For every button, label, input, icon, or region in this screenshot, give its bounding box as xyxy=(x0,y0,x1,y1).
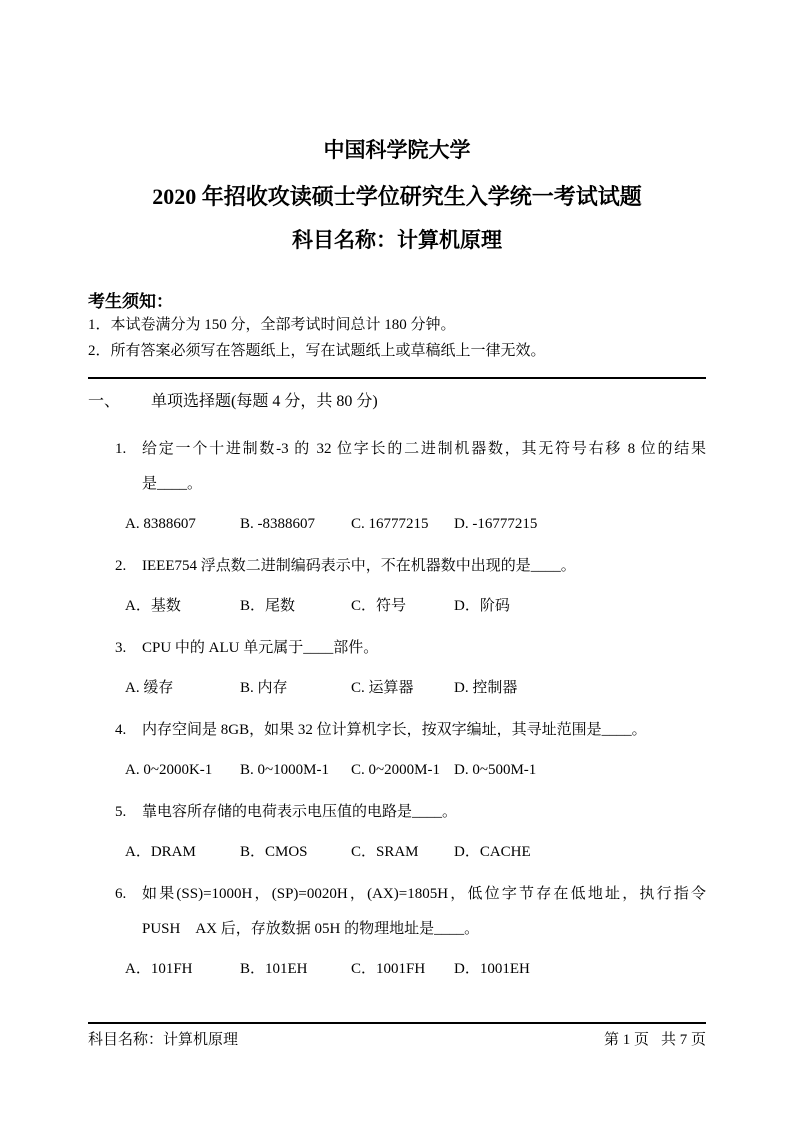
question-text xyxy=(88,713,706,748)
option-a: A. 缓存 xyxy=(125,680,174,696)
option-a: A. 8388607 xyxy=(125,516,196,532)
option-row xyxy=(88,589,706,624)
section-heading xyxy=(88,391,706,413)
option-d: D．CACHE xyxy=(454,844,531,860)
notice-item-2: 2．所有答案必须写在答题纸上，写在试题纸上或草稿纸上一律无效。 xyxy=(88,343,546,359)
question-text xyxy=(88,631,706,666)
exam-title: 2020 年招收攻读硕士学位研究生入学统一考试试题 xyxy=(152,184,642,209)
page-content xyxy=(88,0,706,994)
question-number: 5. xyxy=(115,804,127,820)
option-d: D．1001EH xyxy=(454,961,530,977)
question-line: 内存空间是 8GB，如果 32 位计算机字长，按双字编址，其寻址范围是____。 xyxy=(142,722,647,738)
option-c: C. 运算器 xyxy=(351,680,414,696)
question-text xyxy=(88,877,706,947)
question-line: 如果(SS)=1000H，(SP)=0020H，(AX)=1805H，低位字节存在低地址，执行指令 xyxy=(142,886,706,902)
option-b: B. 内存 xyxy=(240,680,288,696)
question-text xyxy=(88,432,706,502)
section-title: 单项选择题(每题 4 分，共 80 分) xyxy=(151,393,378,410)
question-number: 6. xyxy=(115,886,127,902)
option-row xyxy=(88,507,706,542)
university-title: 中国科学院大学 xyxy=(323,138,471,162)
option-d: D. -16777215 xyxy=(454,516,538,532)
question-text xyxy=(88,795,706,830)
option-a: A. 0~2000K-1 xyxy=(125,762,213,778)
option-b: B. 0~1000M-1 xyxy=(240,762,329,778)
option-row xyxy=(88,753,706,788)
option-d: D. 控制器 xyxy=(454,680,518,696)
option-row xyxy=(88,671,706,706)
footer-page-number: 第 1 页 xyxy=(603,1032,649,1048)
question-block-2 xyxy=(88,549,706,624)
option-row xyxy=(88,952,706,987)
option-b: B．CMOS xyxy=(240,844,308,860)
footer-page-total: 共 7 页 xyxy=(660,1032,706,1048)
question-line: 靠电容所存储的电荷表示电压值的电路是____。 xyxy=(142,804,458,820)
option-c: C. 16777215 xyxy=(351,516,429,532)
question-line: IEEE754 浮点数二进制编码表示中，不在机器数中出现的是____。 xyxy=(142,558,576,574)
question-line: CPU 中的 ALU 单元属于____部件。 xyxy=(142,640,379,656)
question-number: 1. xyxy=(115,441,127,457)
option-c: C. 0~2000M-1 xyxy=(351,762,440,778)
option-c: C．SRAM xyxy=(351,844,419,860)
notice-item-1: 1．本试卷满分为 150 分，全部考试时间总计 180 分钟。 xyxy=(88,317,456,333)
question-number: 3. xyxy=(115,640,127,656)
subject-title: 科目名称：计算机原理 xyxy=(292,228,502,252)
question-block-1 xyxy=(88,432,706,542)
question-number: 4. xyxy=(115,722,127,738)
option-b: B．尾数 xyxy=(240,598,296,614)
question-line: 是____。 xyxy=(142,476,203,492)
option-b: B．101EH xyxy=(240,961,308,977)
question-block-5 xyxy=(88,795,706,870)
footer-subject: 科目名称：计算机原理 xyxy=(88,1032,239,1048)
question-number: 2. xyxy=(115,558,127,574)
option-d: D．阶码 xyxy=(454,598,510,614)
question-block-4 xyxy=(88,713,706,788)
option-c: C．1001FH xyxy=(351,961,426,977)
top-divider-line xyxy=(88,377,706,379)
question-line: PUSH AX 后，存放数据 05H 的物理地址是____。 xyxy=(142,921,480,937)
question-list xyxy=(88,432,706,987)
notice-heading: 考生须知： xyxy=(88,292,173,311)
option-a: A．DRAM xyxy=(125,844,196,860)
exam-header xyxy=(88,0,706,252)
footer-pagination xyxy=(604,1031,706,1050)
page-footer xyxy=(88,1022,706,1050)
question-block-6 xyxy=(88,877,706,987)
section-number: 一、 xyxy=(88,393,121,410)
option-d: D. 0~500M-1 xyxy=(454,762,537,778)
question-block-3 xyxy=(88,631,706,706)
option-a: A．101FH xyxy=(125,961,193,977)
question-line: 给定一个十进制数-3 的 32 位字长的二进制机器数，其无符号右移 8 位的结果 xyxy=(142,441,706,457)
option-row xyxy=(88,835,706,870)
option-b: B. -8388607 xyxy=(240,516,315,532)
option-a: A．基数 xyxy=(125,598,181,614)
question-text xyxy=(88,549,706,584)
option-c: C．符号 xyxy=(351,598,407,614)
